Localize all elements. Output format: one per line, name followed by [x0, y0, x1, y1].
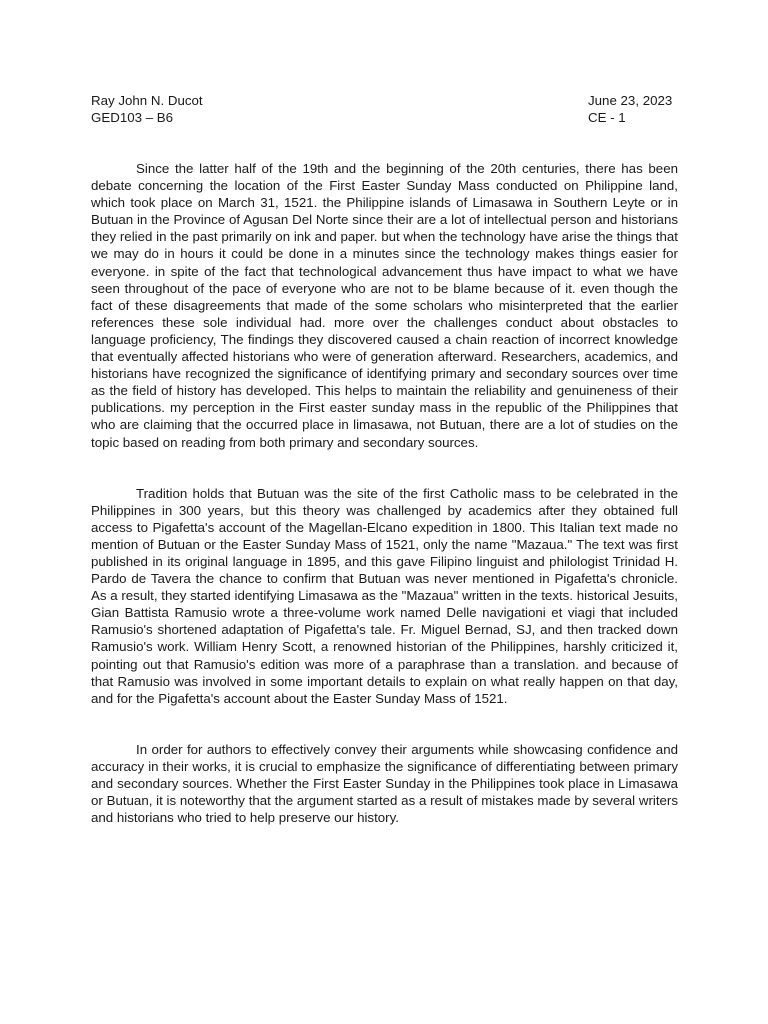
document-page	[91, 92, 678, 826]
author-name: Ray John N. Ducot	[91, 93, 203, 108]
course-section: GED103 – B6	[91, 110, 174, 125]
body-paragraph-3: In order for authors to effectively convey their arguments while showcasing confidence and accuracy in their works, it is crucial to emphasize the significance of differentiating between primary and secondary sources. Whether the First Easter Sunday in the Philippines took place in Limasawa or Butuan, it is noteworthy that the argument started as a result of mistakes made by several writers and historians who tried to help preserve our history.	[91, 741, 678, 826]
body-paragraph-2: Tradition holds that Butuan was the site of the first Catholic mass to be celebrated in the Philippines in 300 years, but this theory was challenged by academics after they obtained full access to Pigafetta's account of the Magellan-Elcano expedition in 1800. This Italian text made no mention of Butuan or the Easter Sunday Mass of 1521, only the name "Mazaua." The text was first published in its original language in 1895, and this gave Filipino linguist and philologist Trinidad H. Pardo de Tavera the chance to confirm that Butuan was never mentioned in Pigafetta's chronicle. As a result, they started identifying Limasawa as the "Mazaua" written in the texts. historical Jesuits, Gian Battista Ramusio wrote a three-volume work named Delle navigationi et viagi that included Ramusio's shortened adaptation of Pigafetta's tale. Fr. Miguel Bernad, SJ, and then tracked down Ramusio's work. William Henry Scott, a renowned historian of the Philippines, harshly criticized it, pointing out that Ramusio's edition was more of a paraphrase than a translation. and because of that Ramusio was involved in some important details to explain on what really happen on that day, and for the Pigafetta's account about the Easter Sunday Mass of 1521.	[91, 485, 678, 706]
date: June 23, 2023	[588, 93, 673, 108]
header-line-2	[91, 109, 678, 126]
assignment-label: CE - 1	[588, 110, 626, 125]
header-line-1	[91, 92, 678, 109]
body-paragraph-1: Since the latter half of the 19th and the beginning of the 20th centuries, there has been debate concerning the location of the First Easter Sunday Mass conducted on Philippine land, which took place on March 31, 1521. the Philippine islands of Limasawa in Southern Leyte or in Butuan in the Province of Agusan Del Norte since their are a lot of intellectual person and historians they relied in the past primarily on ink and paper. but when the technology have arise the things that we may do in hours it could be done in a minutes since the technology makes things easier for everyone. in spite of the fact that technological advancement thus have impact to what we have seen throughout of the pace of everyone who are not to be blame because of it. even though the fact of these disagreements that made of the some scholars who misinterpreted that the earlier references these sole individual had. more over the challenges conduct about obstacles to language proficiency, The findings they discovered caused a chain reaction of incorrect knowledge that eventually affected historians who were of generation afterward. Researchers, academics, and historians have recognized the significance of identifying primary and secondary sources over time as the field of history has developed. This helps to maintain the reliability and genuineness of their publications. my perception in the First easter sunday mass in the republic of the Philippines that who are claiming that the occurred place in limasawa, not Butuan, there are a lot of studies on the topic based on reading from both primary and secondary sources.	[91, 161, 678, 450]
